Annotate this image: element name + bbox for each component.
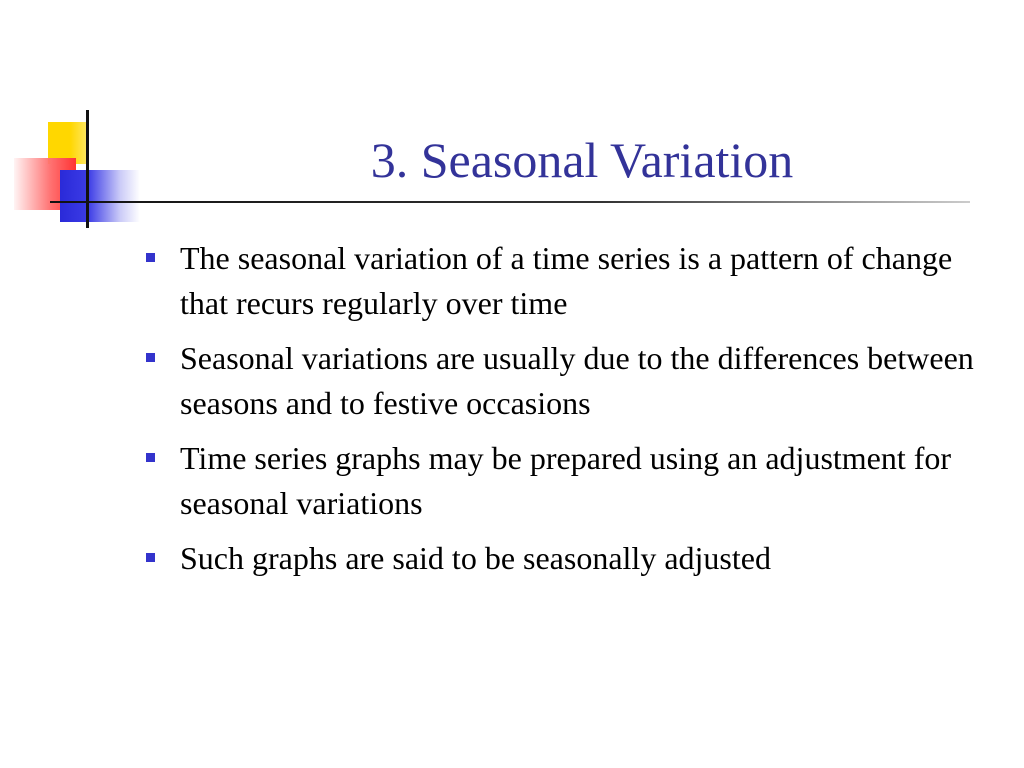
bullet-item: [142, 436, 992, 526]
bullet-item: [142, 536, 992, 581]
blue-square: [60, 170, 140, 222]
bullet-text: Seasonal variations are usually due to the differences between seasons and to festive occasions: [180, 340, 974, 421]
square-bullet-icon: [146, 453, 155, 462]
bullet-text: Such graphs are said to be seasonally adjusted: [180, 540, 771, 576]
square-bullet-icon: [146, 253, 155, 262]
title-underline: [50, 201, 970, 203]
bullet-item: [142, 336, 992, 426]
decorative-squares-logo: [0, 0, 160, 240]
bullet-list: [142, 236, 992, 591]
bullet-text: Time series graphs may be prepared using an adjustment for seasonal variations: [180, 440, 952, 521]
square-bullet-icon: [146, 553, 155, 562]
bullet-item: [142, 236, 992, 326]
slide-title: 3. Seasonal Variation: [370, 132, 794, 188]
square-bullet-icon: [146, 353, 155, 362]
vertical-rule: [86, 110, 89, 228]
bullet-text: The seasonal variation of a time series is a pattern of change that recurs regularly over time: [180, 240, 953, 321]
